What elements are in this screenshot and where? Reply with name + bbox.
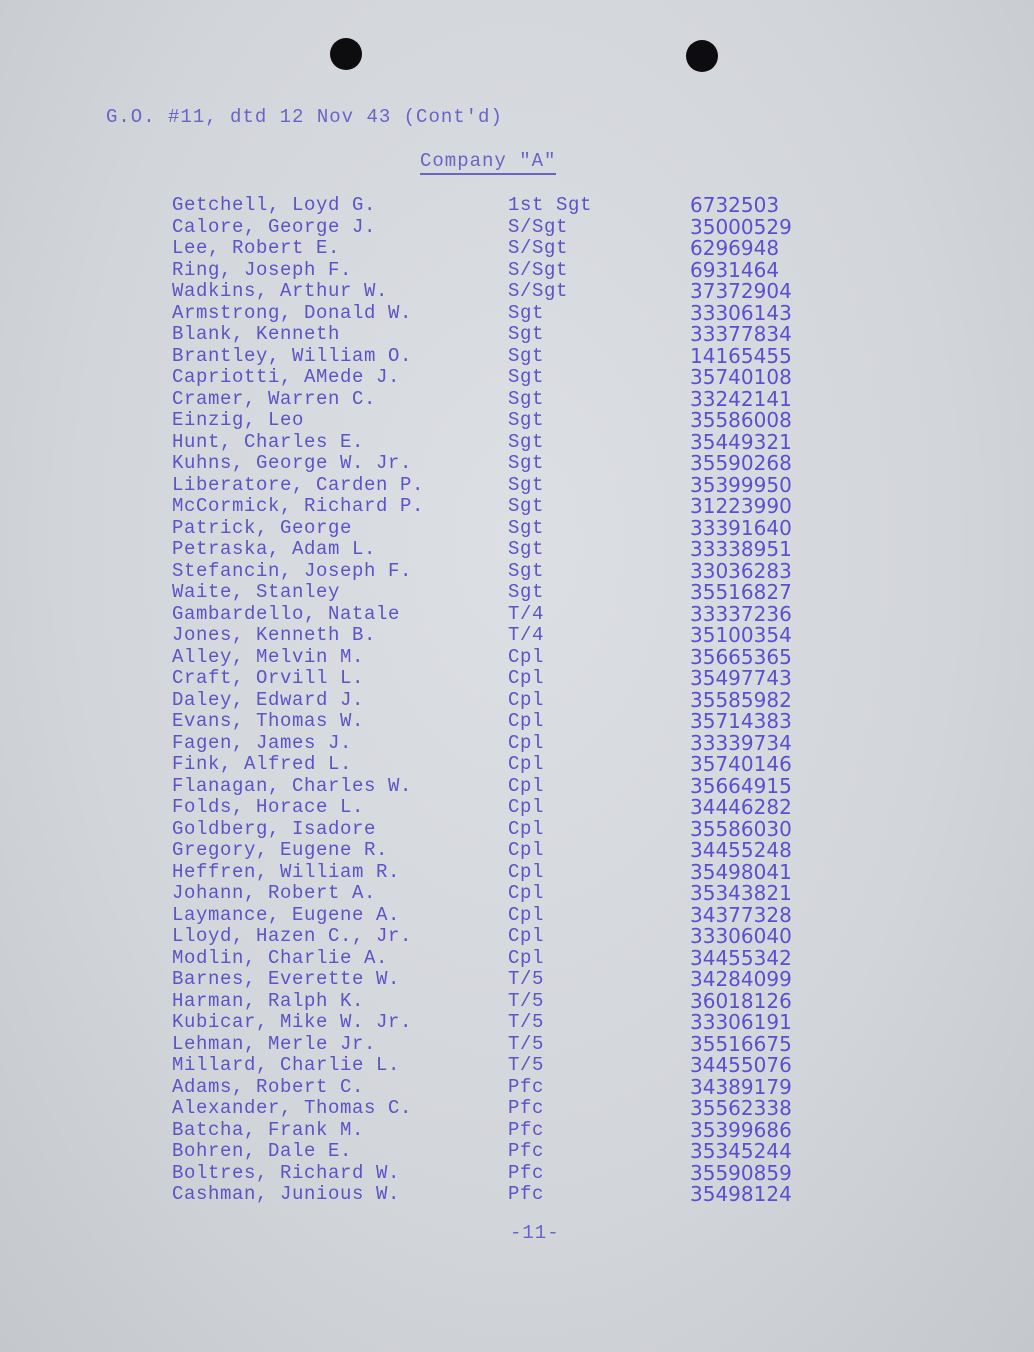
roster-row bbox=[172, 1055, 872, 1077]
soldier-rank: Cpl bbox=[508, 882, 545, 904]
soldier-serial-number: 35714383 bbox=[690, 709, 792, 733]
roster-row bbox=[172, 730, 872, 755]
roster-row bbox=[172, 472, 872, 497]
soldier-serial-number: 33036283 bbox=[690, 558, 792, 583]
soldier-rank: 1st Sgt bbox=[508, 194, 593, 216]
soldier-rank: Sgt bbox=[508, 387, 545, 410]
roster-row bbox=[172, 754, 872, 776]
soldier-name: Patrick, George bbox=[172, 516, 353, 539]
soldier-serial-number: 31223990 bbox=[690, 494, 792, 518]
roster-row bbox=[172, 195, 872, 217]
roster-row bbox=[172, 257, 872, 282]
roster-row bbox=[172, 687, 872, 712]
soldier-serial-number: 6931464 bbox=[690, 257, 780, 282]
soldier-serial-number: 35665365 bbox=[690, 644, 792, 669]
soldier-name: Batcha, Frank M. bbox=[172, 1118, 365, 1141]
soldier-rank: Sgt bbox=[508, 473, 545, 496]
roster-row bbox=[172, 1160, 872, 1185]
soldier-name: Ring, Joseph F. bbox=[172, 258, 353, 281]
soldier-rank: Pfc bbox=[508, 1075, 545, 1098]
soldier-name: Millard, Charlie L. bbox=[172, 1054, 401, 1076]
soldier-serial-number: 35590859 bbox=[690, 1160, 792, 1185]
roster-row bbox=[172, 711, 872, 733]
soldier-rank: Pfc bbox=[508, 1183, 545, 1205]
soldier-name: Getchell, Loyd G. bbox=[172, 194, 377, 216]
soldier-serial-number: 35497743 bbox=[690, 666, 792, 690]
soldier-rank: Pfc bbox=[508, 1140, 545, 1162]
soldier-rank: Cpl bbox=[508, 731, 545, 754]
roster-row bbox=[172, 859, 872, 884]
soldier-rank: Sgt bbox=[508, 409, 545, 431]
punch-hole-left bbox=[330, 38, 362, 70]
soldier-name: Calore, George J. bbox=[172, 215, 377, 238]
roster-row bbox=[172, 539, 872, 561]
soldier-name: Wadkins, Arthur W. bbox=[172, 280, 389, 302]
soldier-rank: Sgt bbox=[508, 301, 545, 324]
soldier-rank: Sgt bbox=[508, 495, 545, 517]
soldier-serial-number: 35399686 bbox=[690, 1117, 792, 1142]
soldier-rank: Cpl bbox=[508, 667, 545, 689]
soldier-serial-number: 33242141 bbox=[690, 386, 792, 411]
roster-row bbox=[172, 324, 872, 346]
soldier-serial-number: 35740108 bbox=[690, 365, 792, 389]
soldier-rank: Cpl bbox=[508, 903, 545, 926]
soldier-name: Lehman, Merle Jr. bbox=[172, 1032, 377, 1055]
soldier-rank: Sgt bbox=[508, 516, 545, 539]
soldier-rank: Sgt bbox=[508, 323, 545, 345]
soldier-name: Jones, Kenneth B. bbox=[172, 624, 377, 646]
soldier-name: Heffren, William R. bbox=[172, 860, 401, 883]
soldier-name: McCormick, Richard P. bbox=[172, 495, 425, 517]
soldier-serial-number: 36018126 bbox=[690, 988, 792, 1013]
soldier-name: Adams, Robert C. bbox=[172, 1075, 365, 1098]
roster-row bbox=[172, 386, 872, 411]
soldier-serial-number: 35449321 bbox=[690, 429, 792, 454]
roster-row bbox=[172, 453, 872, 475]
soldier-name: Daley, Edward J. bbox=[172, 688, 365, 711]
company-title: Company "A" bbox=[420, 150, 556, 175]
soldier-serial-number: 35586030 bbox=[690, 816, 792, 841]
punch-hole-right bbox=[686, 40, 718, 72]
soldier-name: Boltres, Richard W. bbox=[172, 1161, 401, 1184]
roster-row bbox=[172, 644, 872, 669]
soldier-name: Brantley, William O. bbox=[172, 344, 413, 367]
soldier-rank: T/5 bbox=[508, 1032, 545, 1055]
page-number: -11- bbox=[510, 1222, 560, 1244]
soldier-name: Gambardello, Natale bbox=[172, 602, 401, 625]
soldier-name: Harman, Ralph K. bbox=[172, 989, 365, 1012]
soldier-name: Kubicar, Mike W. Jr. bbox=[172, 1011, 413, 1033]
soldier-name: Lee, Robert E. bbox=[172, 237, 341, 259]
soldier-serial-number: 37372904 bbox=[690, 279, 792, 303]
roster-row bbox=[172, 1141, 872, 1163]
soldier-name: Einzig, Leo bbox=[172, 409, 305, 431]
soldier-serial-number: 33377834 bbox=[690, 322, 792, 346]
roster-row bbox=[172, 281, 872, 303]
soldier-serial-number: 35562338 bbox=[690, 1096, 792, 1120]
soldier-rank: Cpl bbox=[508, 774, 545, 797]
soldier-serial-number: 6296948 bbox=[690, 236, 780, 260]
soldier-serial-number: 34389179 bbox=[690, 1074, 792, 1099]
soldier-name: Fagen, James J. bbox=[172, 731, 353, 754]
soldier-serial-number: 6732503 bbox=[690, 193, 780, 217]
soldier-name: Armstrong, Donald W. bbox=[172, 301, 413, 324]
roster-row bbox=[172, 601, 872, 626]
soldier-serial-number: 35100354 bbox=[690, 623, 792, 647]
roster-row bbox=[172, 343, 872, 368]
soldier-name: Cramer, Warren C. bbox=[172, 387, 377, 410]
roster-row bbox=[172, 902, 872, 927]
soldier-serial-number: 34455342 bbox=[690, 945, 792, 970]
soldier-serial-number: 34455248 bbox=[690, 838, 792, 862]
soldier-name: Johann, Robert A. bbox=[172, 882, 377, 904]
soldier-serial-number: 35498041 bbox=[690, 859, 792, 884]
soldier-name: Modlin, Charlie A. bbox=[172, 946, 389, 969]
soldier-rank: Sgt bbox=[508, 430, 545, 453]
roster-row bbox=[172, 988, 872, 1013]
roster-row bbox=[172, 1098, 872, 1120]
roster-row bbox=[172, 926, 872, 948]
soldier-serial-number: 33338951 bbox=[690, 537, 792, 561]
soldier-serial-number: 34455076 bbox=[690, 1053, 792, 1077]
soldier-name: Petraska, Adam L. bbox=[172, 538, 377, 560]
soldier-rank: S/Sgt bbox=[508, 237, 569, 259]
soldier-serial-number: 33306191 bbox=[690, 1010, 792, 1034]
roster-row bbox=[172, 429, 872, 454]
soldier-serial-number: 33337236 bbox=[690, 601, 792, 626]
soldier-serial-number: 35585982 bbox=[690, 687, 792, 712]
soldier-rank: Sgt bbox=[508, 581, 545, 603]
roster-row bbox=[172, 1184, 872, 1206]
soldier-name: Evans, Thomas W. bbox=[172, 710, 365, 732]
soldier-name: Lloyd, Hazen C., Jr. bbox=[172, 925, 413, 947]
roster-row bbox=[172, 945, 872, 970]
roster-row bbox=[172, 214, 872, 239]
roster-row bbox=[172, 1031, 872, 1056]
soldier-rank: Sgt bbox=[508, 538, 545, 560]
soldier-name: Craft, Orvill L. bbox=[172, 667, 365, 689]
roster-row bbox=[172, 969, 872, 991]
soldier-rank: Pfc bbox=[508, 1118, 545, 1141]
roster-list bbox=[172, 195, 872, 1206]
roster-row bbox=[172, 410, 872, 432]
soldier-serial-number: 34446282 bbox=[690, 795, 792, 819]
soldier-rank: Pfc bbox=[508, 1161, 545, 1184]
soldier-name: Alexander, Thomas C. bbox=[172, 1097, 413, 1119]
soldier-serial-number: 34377328 bbox=[690, 902, 792, 927]
roster-row bbox=[172, 558, 872, 583]
soldier-serial-number: 35516675 bbox=[690, 1031, 792, 1056]
roster-row bbox=[172, 1012, 872, 1034]
roster-row bbox=[172, 496, 872, 518]
roster-row bbox=[172, 1117, 872, 1142]
soldier-rank: T/4 bbox=[508, 624, 545, 646]
soldier-rank: Pfc bbox=[508, 1097, 545, 1119]
soldier-rank: Cpl bbox=[508, 645, 545, 668]
soldier-name: Flanagan, Charles W. bbox=[172, 774, 413, 797]
soldier-rank: Cpl bbox=[508, 710, 545, 732]
roster-row bbox=[172, 1074, 872, 1099]
roster-row bbox=[172, 840, 872, 862]
soldier-rank: T/5 bbox=[508, 968, 545, 990]
soldier-name: Capriotti, AMede J. bbox=[172, 366, 401, 388]
soldier-name: Hunt, Charles E. bbox=[172, 430, 365, 453]
soldier-rank: Cpl bbox=[508, 688, 545, 711]
roster-row bbox=[172, 367, 872, 389]
soldier-rank: S/Sgt bbox=[508, 258, 569, 281]
soldier-serial-number: 34284099 bbox=[690, 967, 792, 991]
roster-row bbox=[172, 625, 872, 647]
soldier-serial-number: 14165455 bbox=[690, 343, 792, 368]
soldier-rank: S/Sgt bbox=[508, 280, 569, 302]
soldier-serial-number: 35590268 bbox=[690, 451, 792, 475]
soldier-name: Liberatore, Carden P. bbox=[172, 473, 425, 496]
roster-row bbox=[172, 238, 872, 260]
soldier-serial-number: 33339734 bbox=[690, 730, 792, 755]
soldier-rank: Cpl bbox=[508, 796, 545, 818]
soldier-name: Gregory, Eugene R. bbox=[172, 839, 389, 861]
soldier-rank: Sgt bbox=[508, 366, 545, 388]
soldier-serial-number: 35664915 bbox=[690, 773, 792, 798]
roster-row bbox=[172, 816, 872, 841]
soldier-rank: Cpl bbox=[508, 839, 545, 861]
soldier-serial-number: 35586008 bbox=[690, 408, 792, 432]
soldier-rank: Sgt bbox=[508, 559, 545, 582]
roster-row bbox=[172, 797, 872, 819]
roster-row bbox=[172, 300, 872, 325]
roster-row bbox=[172, 773, 872, 798]
soldier-name: Goldberg, Isadore bbox=[172, 817, 377, 840]
roster-row bbox=[172, 883, 872, 905]
soldier-name: Fink, Alfred L. bbox=[172, 753, 353, 775]
soldier-name: Blank, Kenneth bbox=[172, 323, 341, 345]
soldier-serial-number: 35516827 bbox=[690, 580, 792, 604]
soldier-name: Laymance, Eugene A. bbox=[172, 903, 401, 926]
soldier-rank: Sgt bbox=[508, 452, 545, 474]
soldier-serial-number: 35343821 bbox=[690, 881, 792, 905]
roster-row bbox=[172, 515, 872, 540]
soldier-name: Stefancin, Joseph F. bbox=[172, 559, 413, 582]
soldier-serial-number: 35498124 bbox=[690, 1182, 792, 1206]
soldier-serial-number: 35740146 bbox=[690, 752, 792, 776]
soldier-rank: T/4 bbox=[508, 602, 545, 625]
soldier-rank: Cpl bbox=[508, 860, 545, 883]
soldier-rank: S/Sgt bbox=[508, 215, 569, 238]
soldier-serial-number: 35399950 bbox=[690, 472, 792, 497]
soldier-rank: Cpl bbox=[508, 925, 545, 947]
soldier-rank: Cpl bbox=[508, 817, 545, 840]
soldier-name: Bohren, Dale E. bbox=[172, 1140, 353, 1162]
soldier-serial-number: 35345244 bbox=[690, 1139, 792, 1163]
soldier-name: Cashman, Junious W. bbox=[172, 1183, 401, 1205]
order-header: G.O. #11, dtd 12 Nov 43 (Cont'd) bbox=[106, 106, 503, 128]
roster-row bbox=[172, 668, 872, 690]
soldier-rank: Sgt bbox=[508, 344, 545, 367]
roster-row bbox=[172, 582, 872, 604]
soldier-name: Alley, Melvin M. bbox=[172, 645, 365, 668]
soldier-rank: T/5 bbox=[508, 1054, 545, 1076]
soldier-rank: Cpl bbox=[508, 946, 545, 969]
soldier-name: Waite, Stanley bbox=[172, 581, 341, 603]
soldier-name: Kuhns, George W. Jr. bbox=[172, 452, 413, 474]
soldier-name: Folds, Horace L. bbox=[172, 796, 365, 818]
soldier-rank: T/5 bbox=[508, 1011, 545, 1033]
soldier-name: Barnes, Everette W. bbox=[172, 968, 401, 990]
soldier-serial-number: 33306040 bbox=[690, 924, 792, 948]
soldier-rank: Cpl bbox=[508, 753, 545, 775]
soldier-serial-number: 35000529 bbox=[690, 214, 792, 239]
soldier-serial-number: 33306143 bbox=[690, 300, 792, 325]
soldier-serial-number: 33391640 bbox=[690, 515, 792, 540]
soldier-rank: T/5 bbox=[508, 989, 545, 1012]
